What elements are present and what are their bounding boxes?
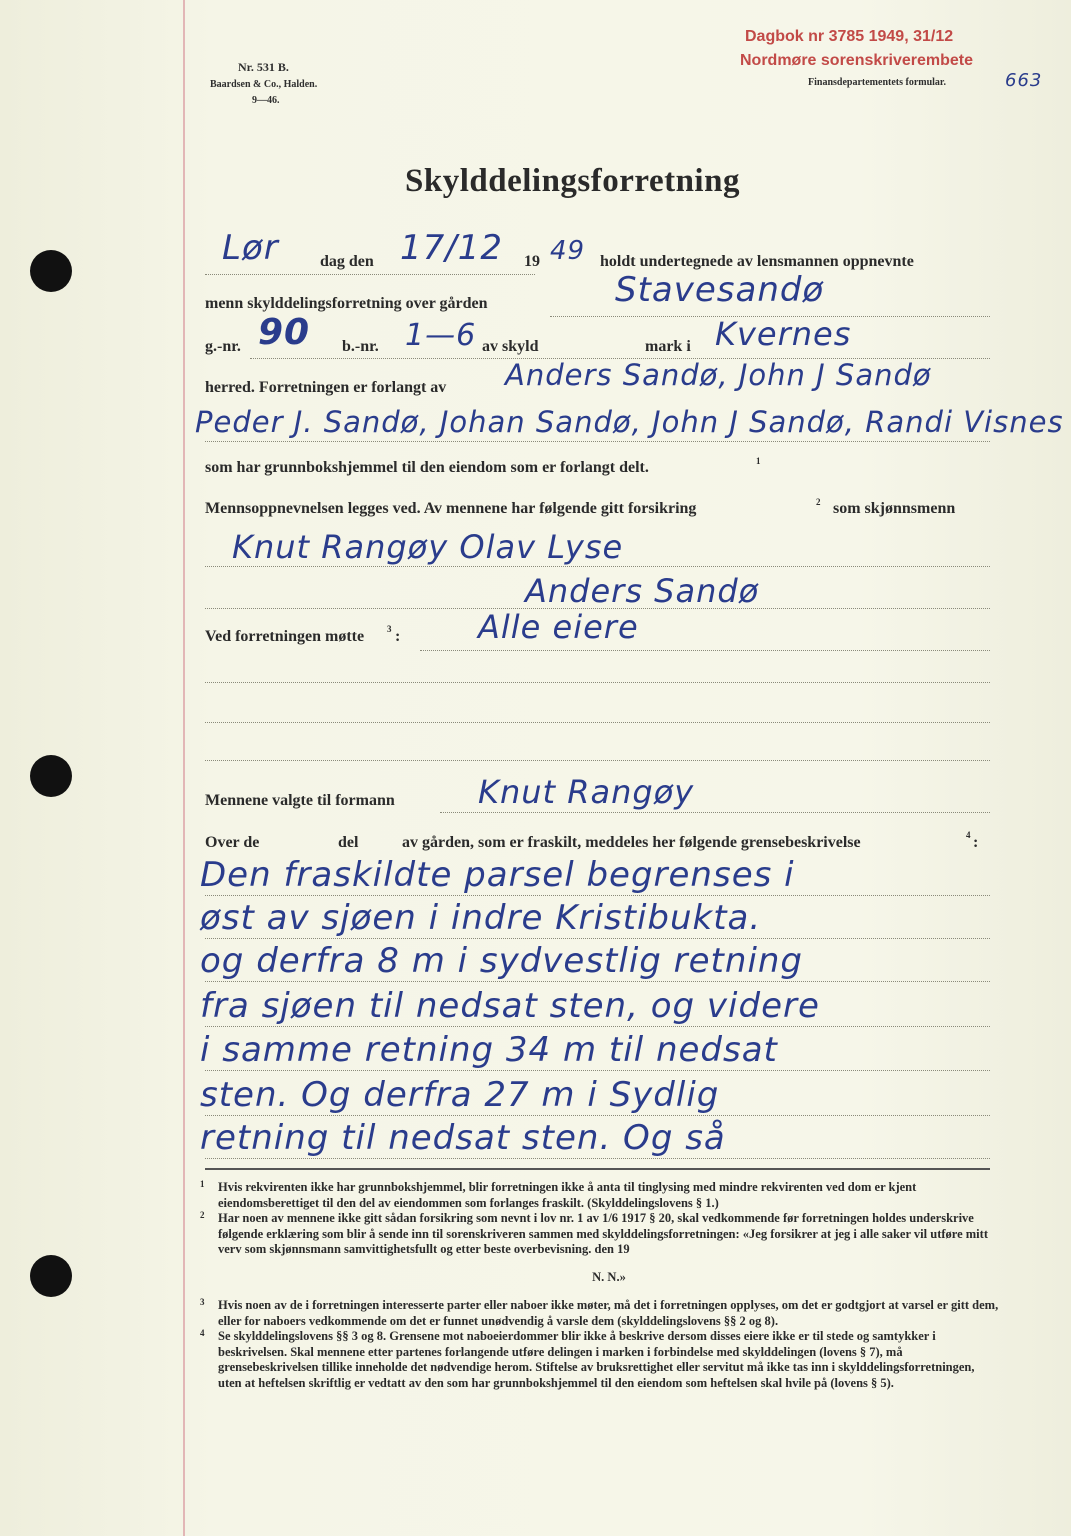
footnote-marker-4: 4 [966, 830, 971, 840]
fill-line [440, 812, 990, 813]
fill-line [205, 1070, 990, 1071]
formann-handwritten: Knut Rangøy [478, 773, 695, 811]
footnote: 2 Har noen av mennene ikke gitt sådan forsikring som nevnt i lov nr. 1 av 1/6 1917 § 20, skal vedkommende før forretningen holdes underskrive følgende erklæring som blir å sende inn til sorenskriveren sammen med skylddelingsforretningen: «Jeg forsikrer at jeg i alle saker vil utføre mitt verv som skjønnsmann samvittighetsfullt og etter beste overbevisning. den 19 [200, 1210, 988, 1256]
description-line: og derfra 8 m i sydvestlig retning [200, 941, 804, 981]
footnotes [200, 1180, 1000, 1391]
description-line: fra sjøen til nedsat sten, og videre [200, 986, 820, 1026]
description-line: i samme retning 34 m til nedsat [200, 1030, 778, 1070]
footnote-separator [205, 1168, 990, 1170]
requesters-handwritten-2: Peder J. Sandø, Johan Sandø, John J Sandø, Randi Visnes [195, 405, 1064, 439]
footnote-marker-2: 2 [816, 497, 821, 507]
year-prefix: 19 [524, 253, 540, 270]
requesters-handwritten-1: Anders Sandø, John J Sandø [505, 358, 932, 392]
punch-hole [30, 755, 72, 797]
gnr-handwritten: 90 [258, 312, 311, 353]
weekday-handwritten: Lør [222, 228, 279, 268]
footnote-signature: N. N.» [592, 1270, 626, 1284]
journal-stamp-line1: Dagbok nr 3785 1949, 31/12 [745, 28, 954, 45]
formann-label: Mennene valgte til formann [205, 792, 395, 809]
menn-text: menn skylddelingsforretning over gården [205, 295, 488, 312]
fill-line [420, 650, 990, 651]
year-handwritten: 49 [550, 236, 586, 266]
journal-stamp-line2: Nordmøre sorenskriverembete [740, 52, 973, 69]
fill-line [205, 441, 990, 442]
red-margin-line [183, 0, 185, 1536]
mennsopp-text: Mennsoppnevnelsen legges ved. Av mennene har følgende gitt forsikring [205, 500, 697, 517]
bnr-label: b.-nr. [342, 338, 379, 355]
over-de-label: Over de [205, 834, 260, 851]
date-handwritten: 17/12 [400, 228, 503, 268]
dag-den-label: dag den [320, 253, 374, 270]
print-date: 9—46. [252, 95, 280, 106]
footnote: 3 Hvis noen av de i forretningen interesserte parter eller naboer ikke møter, må det i forretningen opplyses, om det er godtgjort at varsel er gitt dem, eller for naboers vedkommende om det er funnet unødvendig å varsle dem (skylddelingslovens §§ 2 og 8). [200, 1297, 999, 1328]
fill-line [205, 938, 990, 939]
grense-text: av gården, som er fraskilt, meddeles her følgende grensebeskrivelse [402, 834, 861, 851]
men-handwritten-2: Anders Sandø [525, 572, 760, 610]
description-line: retning til nedsat sten. Og så [200, 1118, 726, 1158]
holdt-text: holdt undertegnede av lensmannen oppnevnte [600, 253, 914, 270]
fill-line [205, 682, 990, 683]
mennsopp-text-tail: som skjønnsmenn [833, 500, 956, 517]
mark-i-label: mark i [645, 338, 691, 355]
document-page: Nr. 531 B. Baardsen & Co., Halden. 9—46. Dagbok nr 3785 1949, 31/12 Nordmøre sorenskriverembete Finansdepartementets formular. 663 Skylddelingsforretning Lør dag den 17/12 19 49 holdt undertegnede av lensmannen oppnevnte menn skylddelingsforretning over gården Stavesandø g.-nr. 90 b.-nr. 1—6 av skyld mark i Kvernes herred. Forretningen er forlangt av Anders Sandø, John J Sandø Peder J. Sandø, Johan Sandø, John J Sandø, Randi Visnes som har grunnbokshjemmel til den eiendom som er forlangt delt. 1 Mennsoppnevnelsen legges ved. Av mennene har følgende gitt forsikring 2 som skjønnsmenn Knut Rangøy Olav Lyse Anders Sandø Ved forretningen møtte 3 : Alle eiere Mennene valgte til formann Knut Rangøy Over de del av gården, som er fraskilt, meddeles her følgende grensebeskrivelse 4 : Den fraskildte parsel begrenses i øst av sjøen i indre Kristibukta. og derfra 8 m i sydvestlig retning fra sjøen til nedsat sten, og videre i samme retning 34 m til nedsat sten. Og derfra 27 m i Sydlig retning til nedsat sten. Og så 1 Hvis rekvirenten ikke har grunnbokshjemmel, blir forretningen ikke å anta til tinglysing med mindre rekvirenten ved dom er kjent eiendomsberettiget til den del av eiendommen som forlanges fraskilt. (Skylddelingslovens § 1.) 2 Har noen av mennene ikke gitt sådan forsikring som nevnt i lov nr. 1 av 1/6 1917 § 20, skal vedkommende før forretningen holdes underskrive følgende erklæring som blir å sende inn til sorenskriveren sammen med skylddelingsforretningen: «Jeg forsikrer at jeg i alle saker vil utføre mitt verv som skjønnsmann samvittighetsfullt og etter beste overbevisning. den 19 N. N.» 3 Hvis noen av de i forretningen interesserte parter eller naboer ikke møter, må det i forretningen opplyses, om det er godtgjort at varsel er gitt dem, eller for naboers vedkommende om det er funnet unødvendig å varsle dem (skylddelingslovens §§ 2 og 8). 4 Se skylddelingslovens §§ 3 og 8. Grensene mot naboeierdommer blir ikke å beskrive dersom disses eiere ikke er til stede og samtykker i beskrivelsen. Skal mennene etter partenes forlangende utføre delingen i marken i forbindelse med skylddelingen (lovens § 7), må grensebeskrivelsen tillike inneholde det nødvendige herom. Stiftelse av bruksrettighet eller servitut må ikke tas inn i skylddelingsforretningen, uten at heftelsen skriftlig er vedtatt av den som har grunnbokshjemmel til den eiendom som heftelsen skal hvile på (lovens § 5). [0, 0, 1071, 1536]
fill-line [205, 981, 990, 982]
gnr-label: g.-nr. [205, 338, 241, 355]
punch-hole [30, 250, 72, 292]
page-number: 663 [1005, 70, 1043, 91]
fill-line [205, 895, 990, 896]
footnote-marker-1: 1 [756, 456, 761, 466]
description-line: Den fraskildte parsel begrenses i [200, 855, 795, 895]
fill-line [205, 722, 990, 723]
fill-line [205, 1026, 990, 1027]
del-label: del [338, 834, 359, 851]
punch-hole [30, 1255, 72, 1297]
footnote: 4 Se skylddelingslovens §§ 3 og 8. Grensene mot naboeierdommer blir ikke å beskrive dersom disses eiere ikke er til stede og samtykker i beskrivelsen. Skal mennene etter partenes forlangende utføre delingen i marken i forbindelse med skylddelingen (lovens § 7), må grensebeskrivelsen tillike inneholde det nødvendige herom. Stiftelse av bruksrettighet eller servitut må ikke tas inn i skylddelingsforretningen, uten at heftelsen skriftlig er vedtatt av den som har grunnbokshjemmel til den eiendom som heftelsen skal hvile på (lovens § 5). [200, 1328, 975, 1390]
herred-text: herred. Forretningen er forlangt av [205, 379, 447, 396]
herred-handwritten: Kvernes [715, 315, 852, 353]
hjemmel-text: som har grunnbokshjemmel til den eiendom som er forlangt delt. [205, 459, 649, 476]
form-number: Nr. 531 B. [238, 60, 289, 74]
motte-handwritten: Alle eiere [478, 608, 639, 646]
fill-line [205, 1115, 990, 1116]
fill-line [205, 1158, 990, 1159]
men-handwritten-1: Knut Rangøy Olav Lyse [232, 528, 624, 566]
description-line: sten. Og derfra 27 m i Sydlig [200, 1075, 720, 1115]
fill-line [205, 274, 535, 275]
printer-line: Baardsen & Co., Halden. [210, 79, 318, 90]
motte-label: Ved forretningen møtte [205, 628, 365, 645]
fill-line [205, 760, 990, 761]
footnote: 1 Hvis rekvirenten ikke har grunnbokshjemmel, blir forretningen ikke å anta til tinglysing med mindre rekvirenten ved dom er kjent eiendomsberettiget til den del av eiendommen som forlanges fraskilt. (Skylddelingslovens § 1.) [200, 1179, 917, 1210]
description-line: øst av sjøen i indre Kristibukta. [200, 898, 762, 938]
fill-line [205, 566, 990, 567]
footnote-marker-3: 3 [387, 624, 392, 634]
bnr-handwritten: 1—6 [405, 318, 477, 353]
ministry-formular: Finansdepartementets formular. [808, 77, 946, 88]
farm-handwritten: Stavesandø [615, 270, 825, 310]
av-skyld-label: av skyld [482, 338, 539, 355]
document-title: Skylddelingsforretning [405, 163, 740, 199]
